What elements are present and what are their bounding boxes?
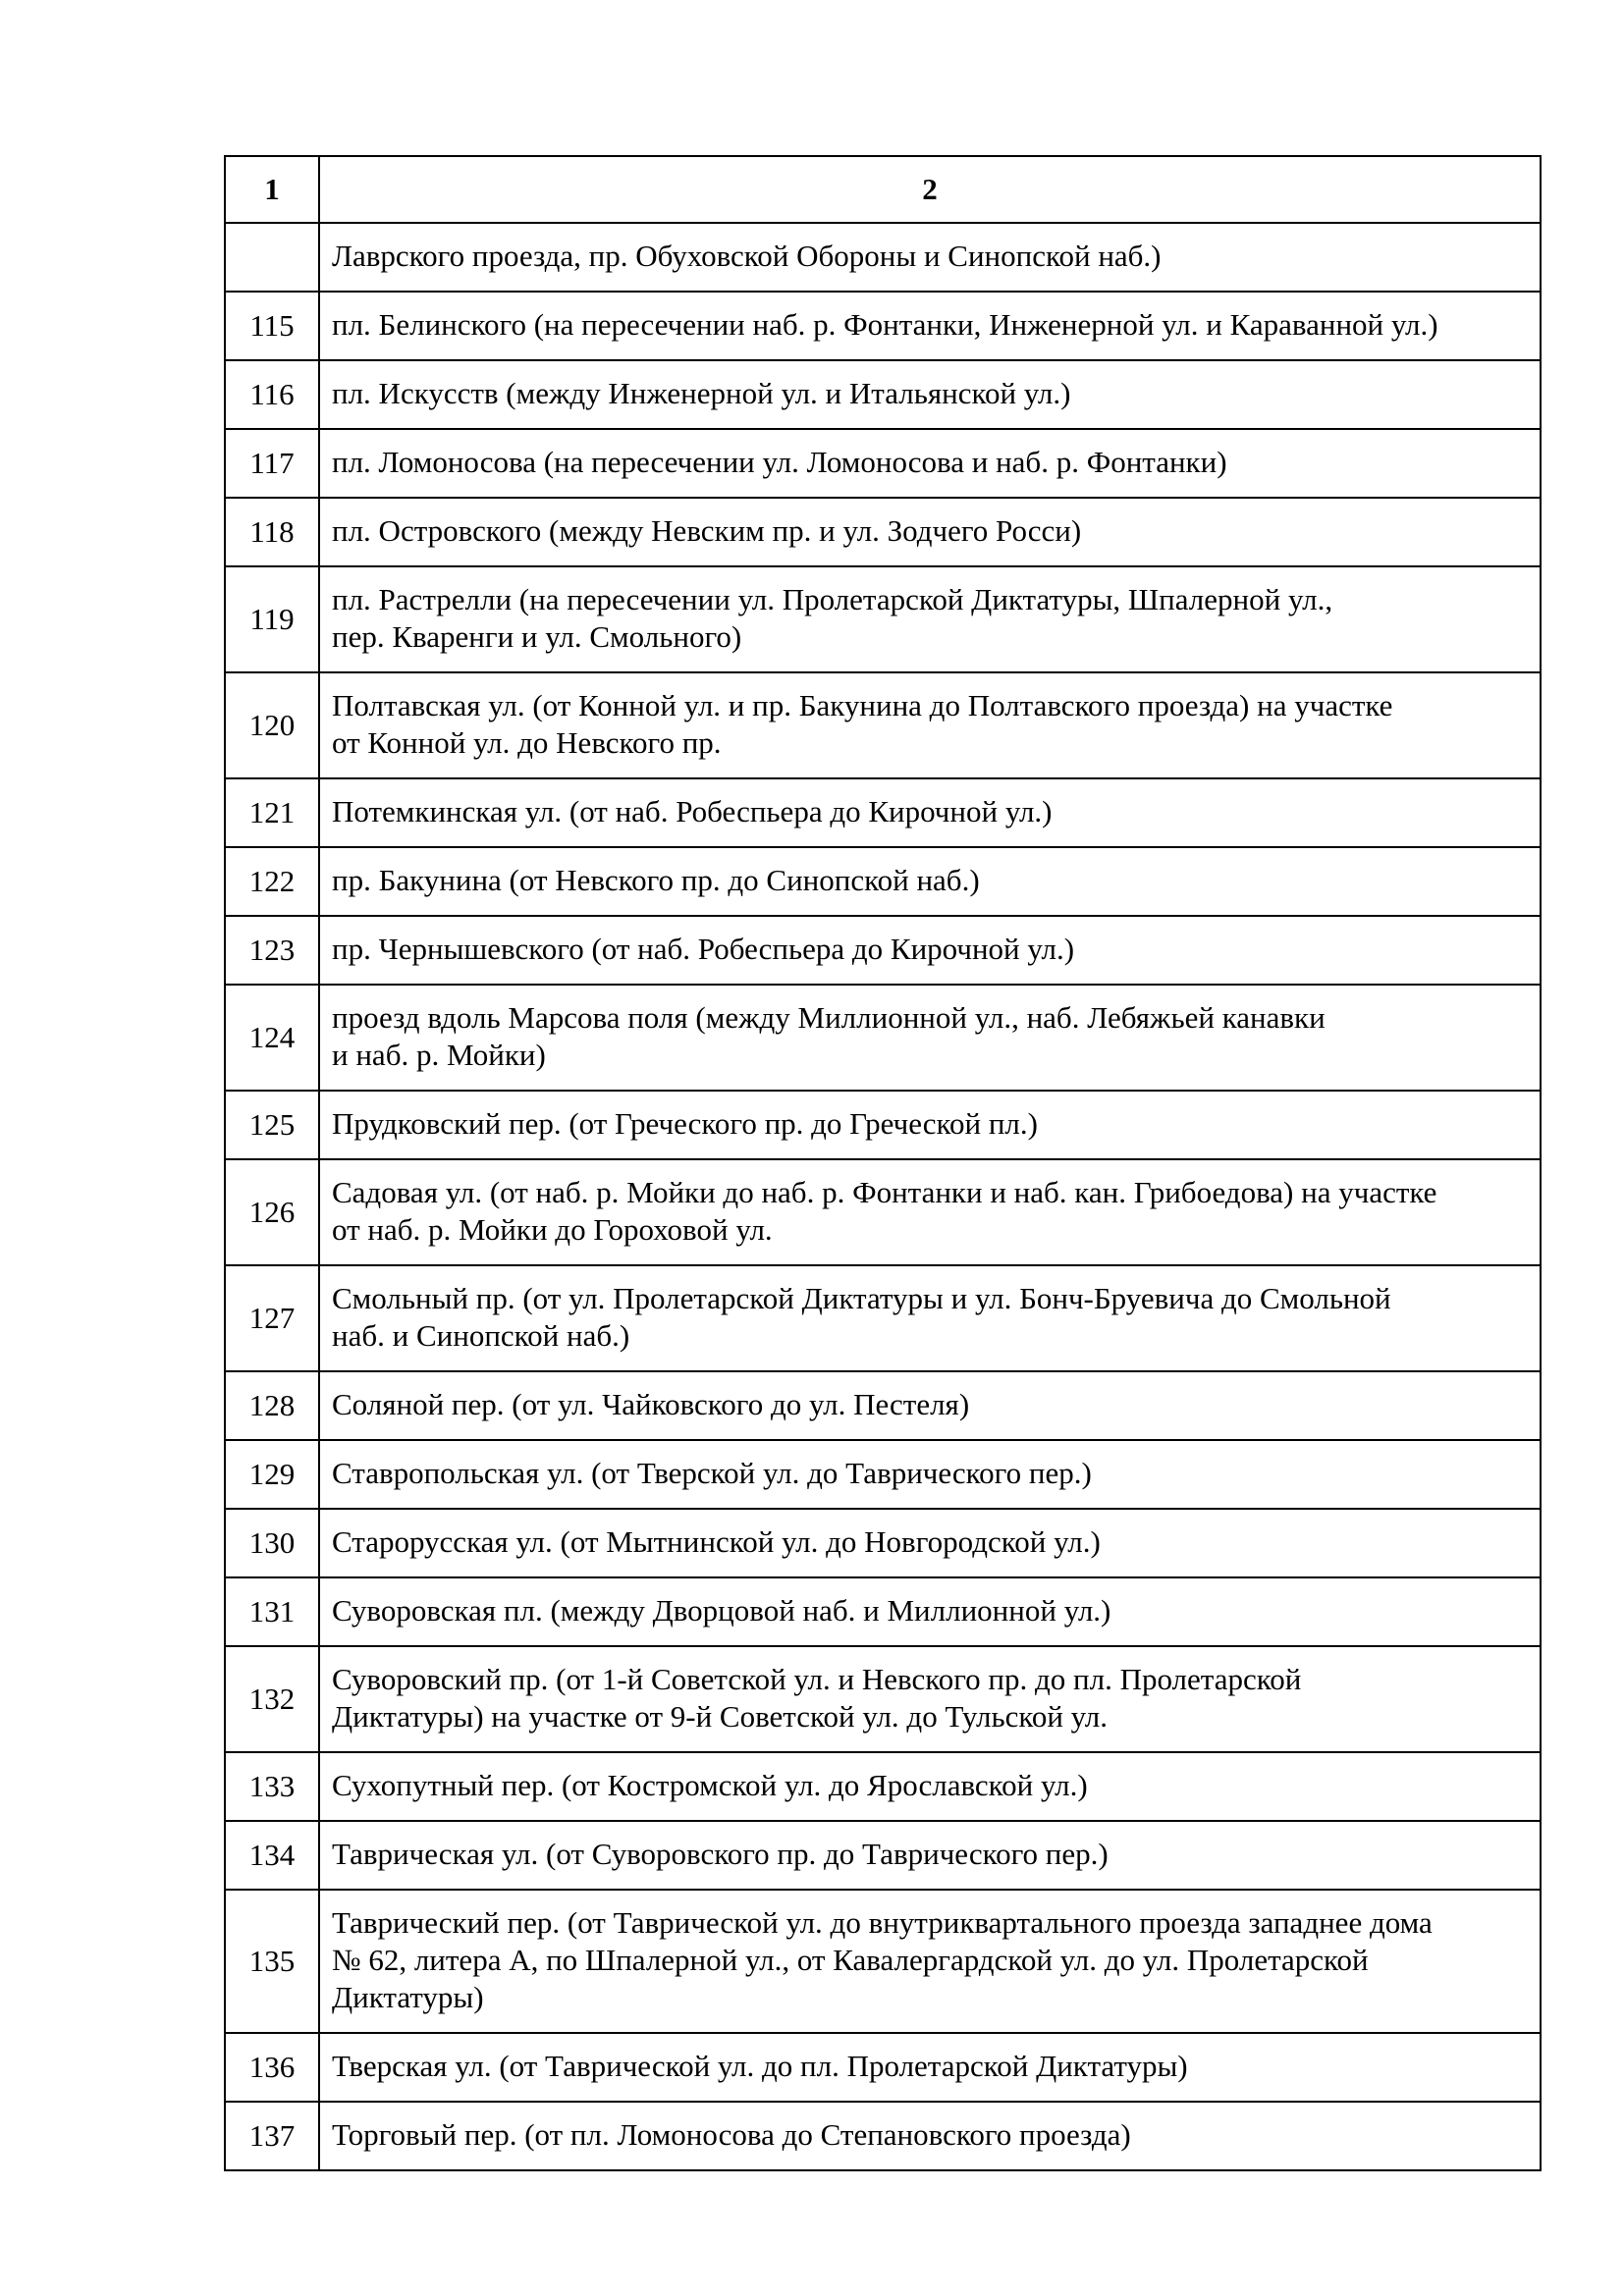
row-description: Суворовский пр. (от 1-й Советской ул. и Невского пр. до пл. Пролетарской Диктатуры) на участке от 9-й Советской ул. до Тульской ул. xyxy=(319,1646,1541,1752)
row-number: 120 xyxy=(225,672,319,778)
row-description: проезд вдоль Марсова поля (между Миллионной ул., наб. Лебяжьей канавки и наб. р. Мойки) xyxy=(319,985,1541,1091)
table-row xyxy=(225,778,1541,847)
row-description: Сухопутный пер. (от Костромской ул. до Ярославской ул.) xyxy=(319,1752,1541,1821)
row-description: Тверская ул. (от Таврической ул. до пл. Пролетарской Диктатуры) xyxy=(319,2033,1541,2102)
row-description: пр. Бакунина (от Невского пр. до Синопской наб.) xyxy=(319,847,1541,916)
table-row xyxy=(225,847,1541,916)
row-description: Ставропольская ул. (от Тверской ул. до Таврического пер.) xyxy=(319,1440,1541,1509)
table-row xyxy=(225,2102,1541,2170)
row-number: 117 xyxy=(225,429,319,498)
table-row xyxy=(225,1509,1541,1577)
row-number: 128 xyxy=(225,1371,319,1440)
row-description: Таврический пер. (от Таврической ул. до внутриквартального проезда западнее дома № 62, литера А, по Шпалерной ул., от Кавалергардской ул. до ул. Пролетарской Диктатуры) xyxy=(319,1890,1541,2033)
column-header-number: 1 xyxy=(225,156,319,223)
row-number: 123 xyxy=(225,916,319,985)
table-row xyxy=(225,498,1541,566)
row-description: Суворовская пл. (между Дворцовой наб. и Миллионной ул.) xyxy=(319,1577,1541,1646)
row-number: 129 xyxy=(225,1440,319,1509)
row-description: пл. Растрелли (на пересечении ул. Пролетарской Диктатуры, Шпалерной ул., пер. Кваренги и ул. Смольного) xyxy=(319,566,1541,672)
table-row xyxy=(225,1159,1541,1265)
column-header-description: 2 xyxy=(319,156,1541,223)
table-row xyxy=(225,672,1541,778)
row-number: 124 xyxy=(225,985,319,1091)
row-description: Садовая ул. (от наб. р. Мойки до наб. р. Фонтанки и наб. кан. Грибоедова) на участке от наб. р. Мойки до Гороховой ул. xyxy=(319,1159,1541,1265)
table-row xyxy=(225,223,1541,292)
table-row xyxy=(225,1752,1541,1821)
row-description: Лаврского проезда, пр. Обуховской Обороны и Синопской наб.) xyxy=(319,223,1541,292)
row-description: Прудковский пер. (от Греческого пр. до Греческой пл.) xyxy=(319,1091,1541,1159)
table-row xyxy=(225,1265,1541,1371)
table-row xyxy=(225,1091,1541,1159)
table-row xyxy=(225,566,1541,672)
row-description: Торговый пер. (от пл. Ломоносова до Степановского проезда) xyxy=(319,2102,1541,2170)
row-number: 135 xyxy=(225,1890,319,2033)
table-row xyxy=(225,1890,1541,2033)
row-number: 121 xyxy=(225,778,319,847)
row-description: пл. Белинского (на пересечении наб. р. Фонтанки, Инженерной ул. и Караванной ул.) xyxy=(319,292,1541,360)
row-number: 125 xyxy=(225,1091,319,1159)
table-row xyxy=(225,1646,1541,1752)
row-description: пр. Чернышевского (от наб. Робеспьера до Кирочной ул.) xyxy=(319,916,1541,985)
table-row xyxy=(225,2033,1541,2102)
table-row xyxy=(225,985,1541,1091)
table-row xyxy=(225,916,1541,985)
streets-table xyxy=(224,155,1542,2171)
row-number: 126 xyxy=(225,1159,319,1265)
row-number: 134 xyxy=(225,1821,319,1890)
row-description: пл. Ломоносова (на пересечении ул. Ломоносова и наб. р. Фонтанки) xyxy=(319,429,1541,498)
table-row xyxy=(225,1577,1541,1646)
row-number: 132 xyxy=(225,1646,319,1752)
row-number: 137 xyxy=(225,2102,319,2170)
row-number: 136 xyxy=(225,2033,319,2102)
row-description: пл. Островского (между Невским пр. и ул. Зодчего Росси) xyxy=(319,498,1541,566)
row-description: пл. Искусств (между Инженерной ул. и Итальянской ул.) xyxy=(319,360,1541,429)
table-body xyxy=(225,223,1541,2170)
row-description: Потемкинская ул. (от наб. Робеспьера до Кирочной ул.) xyxy=(319,778,1541,847)
table-row xyxy=(225,360,1541,429)
table-row xyxy=(225,1371,1541,1440)
row-description: Смольный пр. (от ул. Пролетарской Диктатуры и ул. Бонч-Бруевича до Смольной наб. и Синопской наб.) xyxy=(319,1265,1541,1371)
table-row xyxy=(225,429,1541,498)
row-description: Соляной пер. (от ул. Чайковского до ул. Пестеля) xyxy=(319,1371,1541,1440)
row-number xyxy=(225,223,319,292)
row-number: 115 xyxy=(225,292,319,360)
row-number: 127 xyxy=(225,1265,319,1371)
row-description: Полтавская ул. (от Конной ул. и пр. Бакунина до Полтавского проезда) на участке от Конной ул. до Невского пр. xyxy=(319,672,1541,778)
row-number: 119 xyxy=(225,566,319,672)
row-number: 116 xyxy=(225,360,319,429)
row-description: Старорусская ул. (от Мытнинской ул. до Новгородской ул.) xyxy=(319,1509,1541,1577)
table-row xyxy=(225,1821,1541,1890)
row-number: 118 xyxy=(225,498,319,566)
table-row xyxy=(225,292,1541,360)
row-number: 122 xyxy=(225,847,319,916)
row-number: 130 xyxy=(225,1509,319,1577)
row-number: 133 xyxy=(225,1752,319,1821)
row-number: 131 xyxy=(225,1577,319,1646)
document-page xyxy=(224,155,1540,2171)
table-row xyxy=(225,1440,1541,1509)
header-row xyxy=(225,156,1541,223)
row-description: Таврическая ул. (от Суворовского пр. до Таврического пер.) xyxy=(319,1821,1541,1890)
